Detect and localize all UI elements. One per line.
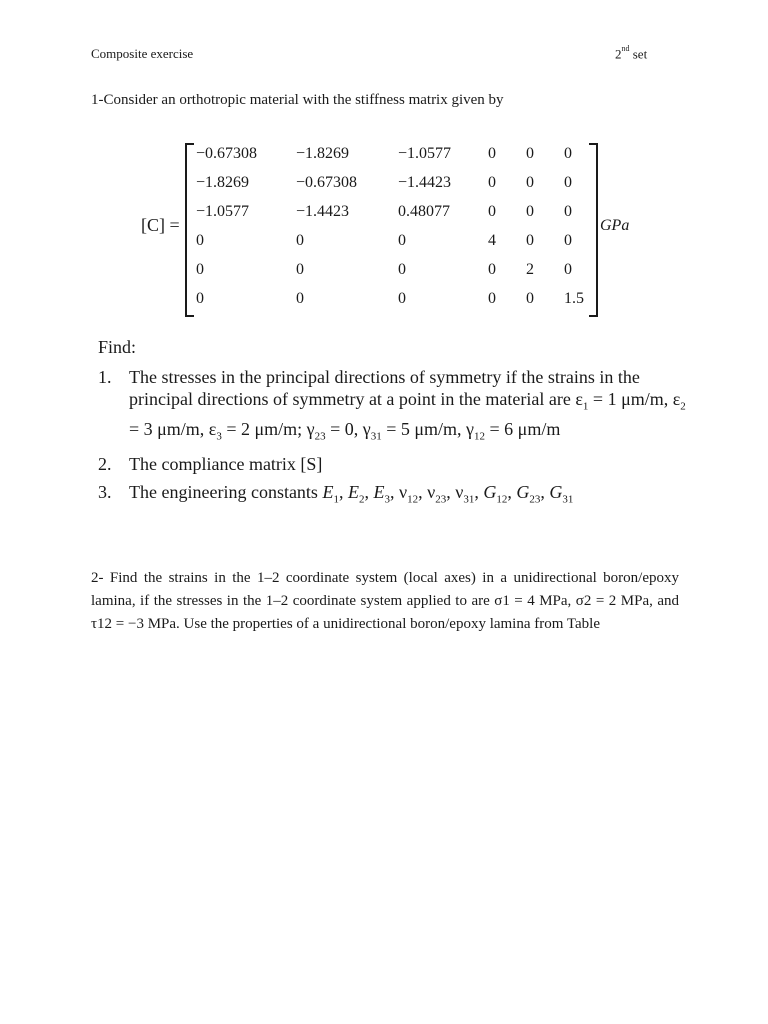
matrix-cell-r5-c4: 0 [488, 261, 496, 278]
matrix-cell-r1-c5: 0 [526, 145, 534, 162]
matrix-cell-r4-c2: 0 [296, 232, 304, 249]
symbol-nu: ν [427, 482, 436, 503]
matrix-cell-r1-c6: 0 [564, 145, 572, 162]
matrix-cell-r6-c3: 0 [398, 290, 406, 307]
matrix-cell-r4-c4: 4 [488, 232, 496, 249]
separator: , [540, 482, 550, 503]
find-item-number: 3. [98, 482, 112, 503]
matrix-cell-r2-c1: −1.8269 [196, 174, 250, 191]
find-item-1 [98, 366, 698, 447]
symbol-G: G [516, 482, 530, 503]
find-item-number: 1. [98, 367, 112, 387]
set-ordinal-suffix: nd [621, 44, 630, 53]
problem1-intro: 1-Consider an orthotropic material with the stiffness matrix given by [91, 92, 504, 108]
find-item-2 [98, 453, 698, 475]
subscript: 1 [582, 400, 589, 413]
subscript: 1 [333, 493, 339, 506]
matrix-cell-r5-c2: 0 [296, 261, 304, 278]
matrix-cell-r3-c4: 0 [488, 203, 496, 220]
matrix-cell-r3-c1: −1.0577 [196, 203, 250, 220]
matrix-cell-r2-c4: 0 [488, 174, 496, 191]
matrix-cell-r5-c6: 0 [564, 261, 572, 278]
matrix-left-bracket [185, 143, 194, 317]
find-item-3 [98, 481, 698, 511]
find-title: Find: [98, 337, 137, 357]
matrix-cell-r1-c1: −0.67308 [196, 145, 258, 162]
symbol-E: E [347, 482, 359, 503]
separator: , [446, 482, 456, 503]
separator: , [364, 482, 374, 503]
matrix-cell-r3-c6: 0 [564, 203, 572, 220]
matrix-cell-r1-c4: 0 [488, 145, 496, 162]
matrix-cell-r5-c1: 0 [196, 261, 204, 278]
matrix-cell-r3-c3: 0.48077 [398, 203, 450, 220]
subscript: 2 [358, 493, 365, 506]
subscript: 12 [496, 493, 508, 506]
find-item-text: = 2 μm/m; γ [221, 418, 315, 439]
find-item-text: The compliance matrix [S] [129, 454, 323, 475]
matrix-cell-r6-c5: 0 [526, 290, 534, 307]
header-set-label [615, 46, 647, 62]
matrix-cell-r4-c1: 0 [196, 232, 204, 249]
matrix-unit: GPa [600, 217, 630, 234]
find-item-text: = 5 μm/m, γ [381, 418, 475, 439]
find-item-text: The engineering constants [129, 482, 323, 503]
matrix-cell-r4-c6: 0 [564, 232, 572, 249]
subscript: 3 [216, 430, 222, 443]
symbol-nu: ν [398, 482, 408, 503]
find-item-text: = 6 μm/m [485, 418, 561, 439]
matrix-cell-r6-c2: 0 [296, 290, 304, 307]
separator: , [389, 482, 399, 503]
set-word: set [632, 46, 648, 62]
matrix-cell-r2-c6: 0 [564, 174, 572, 191]
matrix-right-bracket [589, 143, 598, 317]
subscript: 2 [680, 400, 686, 413]
matrix-cell-r5-c5: 2 [526, 261, 534, 278]
separator: , [418, 482, 428, 503]
separator: , [507, 482, 517, 503]
matrix-cell-r2-c2: −0.67308 [296, 174, 358, 191]
header-title: Composite exercise [91, 46, 194, 61]
symbol-E: E [373, 482, 385, 503]
matrix-cell-r4-c5: 0 [526, 232, 534, 249]
separator: , [338, 482, 348, 503]
symbol-nu: ν [455, 482, 464, 503]
find-item-text: = 3 μm/m, ε [129, 418, 217, 439]
matrix-cell-r2-c5: 0 [526, 174, 534, 191]
matrix-label: [C] = [141, 215, 180, 235]
subscript: 31 [370, 430, 382, 443]
problem2-text: 2- Find the strains in the 1–2 coordinate system (local axes) in a unidirectional boron/epoxy lamina, if the stresses in the 1–2 coordinate system applied to are σ1 = 4 MPa, σ2 = 2 MPa, and τ12 = −3 MPa. Use the properties of a unidirectional boron/epoxy lamina from Table [91, 570, 679, 632]
matrix-cell-r6-c4: 0 [488, 290, 496, 307]
matrix-cell-r4-c3: 0 [398, 232, 406, 249]
symbol-G: G [549, 482, 563, 503]
subscript: 31 [463, 493, 475, 506]
subscript: 12 [474, 430, 486, 443]
symbol-G: G [483, 482, 497, 503]
matrix-cell-r1-c3: −1.0577 [398, 145, 452, 162]
subscript: 31 [562, 493, 574, 506]
subscript: 23 [314, 430, 326, 443]
matrix-cell-r2-c3: −1.4423 [398, 174, 452, 191]
subscript: 3 [384, 493, 390, 506]
matrix-cell-r3-c5: 0 [526, 203, 534, 220]
subscript: 23 [529, 493, 541, 506]
find-section [98, 336, 698, 517]
matrix-cell-r5-c3: 0 [398, 261, 406, 278]
matrix-cell-r3-c2: −1.4423 [296, 203, 350, 220]
matrix-cell-r1-c2: −1.8269 [296, 145, 350, 162]
set-number: 2 [615, 46, 622, 62]
find-item-text: The stresses in the principal directions of symmetry if the strains in the principal directions of symmetry at a point in the material are ε [129, 367, 640, 409]
find-item-text: = 1 μm/m, ε [588, 389, 681, 409]
find-item-number: 2. [98, 454, 112, 475]
separator: , [474, 482, 484, 503]
matrix-cell-r6-c1: 0 [196, 290, 204, 307]
matrix-cell-r6-c6: 1.5 [564, 290, 584, 307]
subscript: 12 [407, 493, 419, 506]
subscript: 23 [435, 493, 447, 506]
find-item-text: = 0, γ [325, 418, 371, 439]
symbol-E: E [322, 482, 334, 503]
